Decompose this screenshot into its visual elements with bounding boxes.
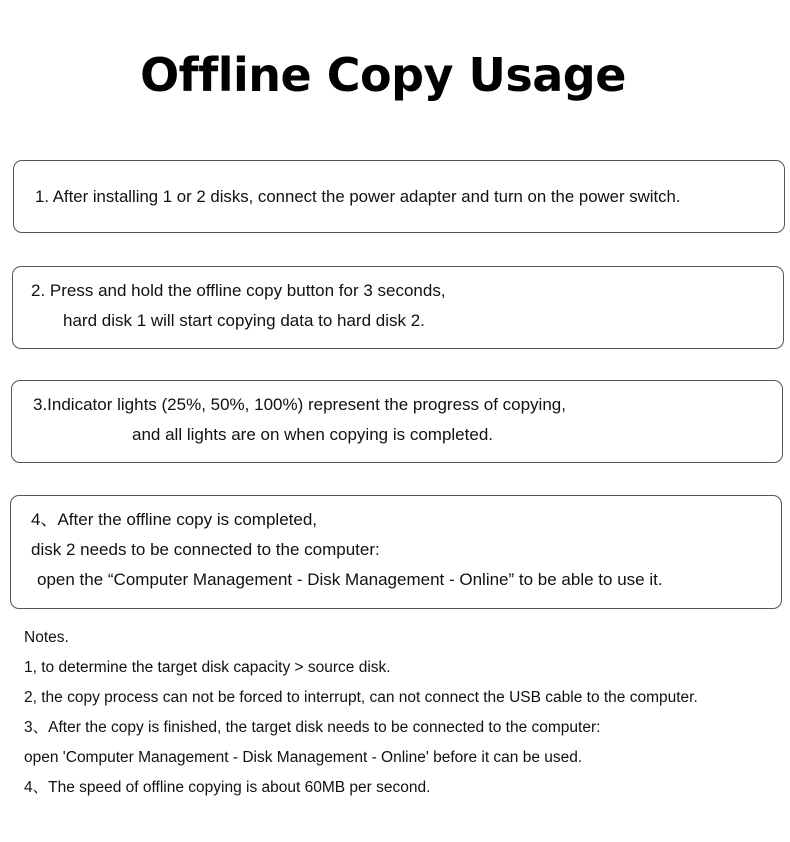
step-3-line-1: 3.Indicator lights (25%, 50%, 100%) represent the progress of copying,	[33, 395, 566, 414]
note-item: 3、After the copy is finished, the target disk needs to be connected to the computer:	[24, 719, 601, 736]
step-box-3	[11, 380, 783, 463]
step-1-line-1: 1. After installing 1 or 2 disks, connect the power adapter and turn on the power switch.	[35, 187, 681, 206]
step-3-line-2: and all lights are on when copying is completed.	[132, 425, 493, 444]
note-item: open 'Computer Management - Disk Management - Online' before it can be used.	[24, 749, 583, 766]
step-2-line-1: 2. Press and hold the offline copy button for 3 seconds,	[31, 281, 446, 300]
step-4-line-3: open the “Computer Management - Disk Management - Online” to be able to use it.	[37, 570, 663, 589]
note-item: 1, to determine the target disk capacity > source disk.	[24, 659, 391, 676]
step-4-line-2: disk 2 needs to be connected to the computer:	[31, 540, 380, 559]
step-box-2	[12, 266, 784, 349]
step-2-line-2: hard disk 1 will start copying data to hard disk 2.	[63, 311, 425, 330]
step-4-line-1: 4、After the offline copy is completed,	[31, 510, 318, 529]
note-item: 2, the copy process can not be forced to interrupt, can not connect the USB cable to the computer.	[24, 689, 698, 706]
page-title: Offline Copy Usage	[140, 48, 626, 102]
notes-heading: Notes.	[24, 629, 69, 646]
note-item: 4、The speed of offline copying is about 60MB per second.	[24, 779, 431, 796]
